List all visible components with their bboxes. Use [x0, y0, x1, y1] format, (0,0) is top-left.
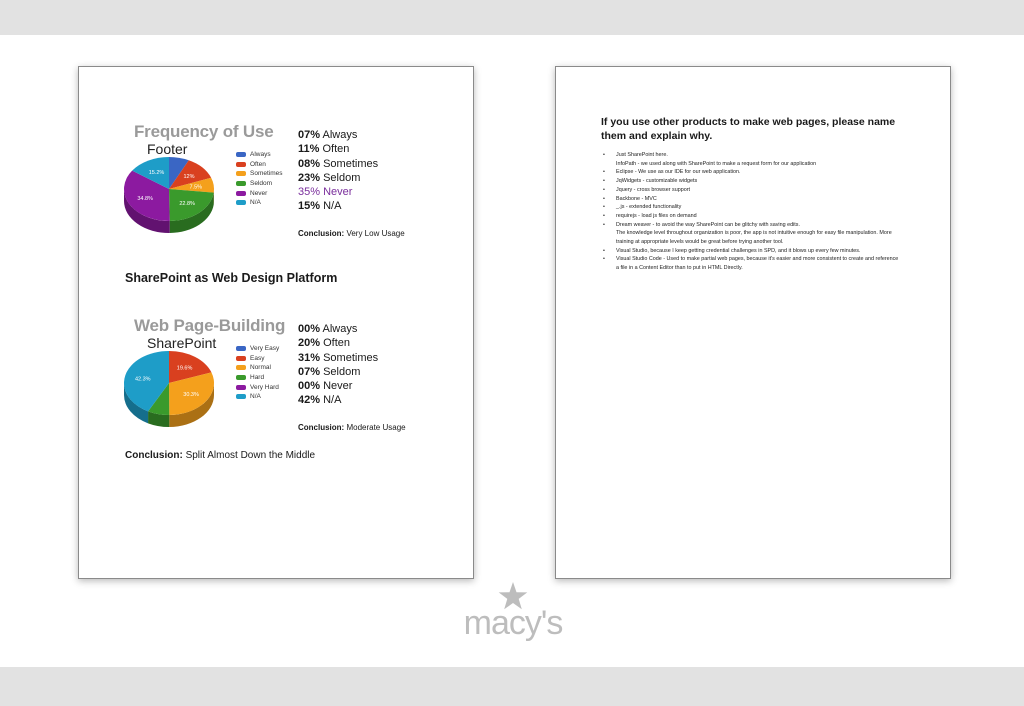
pie1-legend-swatch [236, 200, 246, 205]
pie2-legend-label: Normal [250, 364, 271, 372]
stat-never: 00% Never [298, 380, 353, 393]
stat-sometimes: 31% Sometimes [298, 351, 379, 364]
list-item-line: Jquery - cross browser support [616, 186, 690, 193]
pie1-legend-swatch [236, 152, 246, 157]
chart2-legend [236, 344, 279, 402]
pie1-legend-swatch [236, 171, 246, 176]
chart1-legend [236, 150, 283, 208]
pie1-data-label-n-a: 15.2% [148, 169, 165, 176]
pie1-data-label-seldom: 22.8% [179, 201, 195, 208]
pie2-legend-label: Very Easy [250, 345, 280, 353]
pie2-legend-swatch [236, 385, 246, 390]
chart1-conclusion: Conclusion: Very Low Usage [298, 229, 405, 238]
list-item [601, 151, 901, 168]
list-item-line: _.js - extended functionality [616, 204, 682, 211]
stat-never: 35% Never [298, 186, 353, 199]
chart2-subtitle: SharePoint [147, 335, 217, 351]
list-item [601, 177, 901, 186]
pie2-legend-item [236, 392, 279, 402]
pie1-legend-label: Sometimes [250, 170, 283, 178]
pie1-data-label-often: 12% [183, 174, 195, 181]
left-page [78, 66, 474, 579]
logo-wordmark: macy's [463, 604, 563, 642]
pie2-legend-item [236, 373, 279, 383]
pie2-legend-label: N/A [250, 393, 261, 401]
pie-chart-web-building [109, 347, 239, 442]
bullet-icon: • [603, 212, 605, 219]
answer-list [601, 151, 901, 273]
pie1-legend-swatch [236, 191, 246, 196]
macys-logo [455, 580, 571, 644]
pie2-legend-item [236, 344, 279, 354]
bullet-icon: • [603, 204, 605, 211]
stat-often: 11% Often [298, 143, 350, 156]
list-item [601, 221, 901, 247]
stat-often: 20% Often [298, 337, 350, 350]
list-item-line: JqWidgets - customizable widgets [616, 178, 698, 185]
stat-always: 00% Always [298, 323, 358, 335]
bullet-icon: • [603, 169, 605, 176]
pie1-legend-item [236, 169, 283, 179]
question-title: If you use other products to make web pages, please name them and explain why. [601, 116, 896, 142]
pie2-legend-label: Easy [250, 354, 265, 362]
pie2-data-label-normal: 30.3% [183, 392, 199, 399]
pie2-legend-item [236, 382, 279, 392]
pie2-data-label-n-a: 42.3% [134, 376, 151, 383]
pie2-legend-swatch [236, 346, 246, 351]
pie2-legend-item [236, 354, 279, 364]
bullet-icon: • [603, 152, 605, 158]
pie2-legend-swatch [236, 365, 246, 370]
final-conclusion: Conclusion: Split Almost Down the Middle [125, 450, 316, 461]
pie2-legend-swatch [236, 375, 246, 380]
list-item-line: requirejs - load js files on demand [616, 212, 697, 219]
bullet-icon: • [603, 221, 605, 228]
pie1-legend-label: Never [250, 189, 268, 197]
pie1-legend-item [236, 160, 283, 170]
pie1-legend-swatch [236, 181, 246, 186]
list-item [601, 247, 901, 256]
list-item-line: Visual Studio, because I keep getting credential challenges in SPD, and it blows up every few minutes. [616, 247, 861, 254]
bullet-icon: • [603, 256, 605, 263]
stat-na: 42% N/A [298, 394, 342, 407]
pie2-legend-swatch [236, 356, 246, 361]
list-item [601, 168, 901, 177]
pie1-legend-item [236, 198, 283, 208]
list-item-line: InfoPath - we used along with SharePoint to make a request form for our application [616, 160, 817, 167]
chart1-subtitle: Footer [147, 141, 188, 157]
chart2-title: Web Page-Building [134, 316, 286, 335]
bullet-icon: • [603, 247, 605, 254]
stat-seldom: 23% Seldom [298, 171, 361, 184]
top-band [0, 0, 1024, 35]
list-item-line: Dream weaver - to avoid the way SharePoint can be glitchy with saving edits. [616, 221, 800, 228]
list-item [601, 195, 901, 204]
pie1-legend-label: N/A [250, 199, 261, 207]
pie2-data-label-easy: 19.6% [176, 365, 193, 372]
stat-na: 15% N/A [298, 200, 342, 213]
chart1-stats [298, 128, 378, 214]
pie1-legend-label: Seldom [250, 180, 273, 188]
pie1-legend-item [236, 179, 283, 189]
list-item-line: Backbone - MVC [616, 195, 657, 202]
stat-seldom: 07% Seldom [298, 365, 361, 378]
list-item [601, 203, 901, 212]
pie2-legend-label: Very Hard [250, 383, 279, 391]
section-heading: SharePoint as Web Design Platform [125, 271, 338, 285]
pie1-legend-swatch [236, 162, 246, 167]
chart2-stats [298, 322, 378, 408]
pie1-legend-item [236, 150, 283, 160]
bottom-band [0, 667, 1024, 706]
pie2-legend-swatch [236, 394, 246, 399]
list-item [601, 186, 901, 195]
pie1-data-label-sometimes: 7.5% [189, 184, 203, 191]
list-item [601, 255, 901, 272]
chart2-conclusion: Conclusion: Moderate Usage [298, 423, 406, 432]
pie1-legend-label: Often [250, 160, 266, 168]
pie1-data-label-never: 34.8% [137, 195, 153, 202]
chart1-title: Frequency of Use [134, 122, 274, 141]
list-item [601, 212, 901, 221]
right-page [555, 66, 951, 579]
list-item-line: Visual Studio Code - Used to make partial web pages, because it's easier and more consistent to create and reference a file in a Content Editor than to put in HTML Directly. [616, 256, 899, 272]
pie2-legend-label: Hard [250, 374, 265, 382]
stat-always: 07% Always [298, 129, 358, 141]
pie1-legend-label: Always [250, 151, 271, 159]
bullet-icon: • [603, 186, 605, 193]
list-item-line: Eclipse - We use as our IDE for our web application. [616, 169, 741, 176]
list-item-line: Just SharePoint here. [616, 152, 668, 158]
bullet-icon: • [603, 195, 605, 202]
pie2-legend-item [236, 363, 279, 373]
list-item-line: The knowledge level throughout organization is poor, the app is not intuitive enough for easy file manipulation. More training at appropriate levels would be great before trying another tool. [616, 230, 892, 246]
pie1-legend-item [236, 188, 283, 198]
pie-chart-frequency [109, 153, 239, 248]
bullet-icon: • [603, 178, 605, 185]
stat-sometimes: 08% Sometimes [298, 157, 379, 170]
